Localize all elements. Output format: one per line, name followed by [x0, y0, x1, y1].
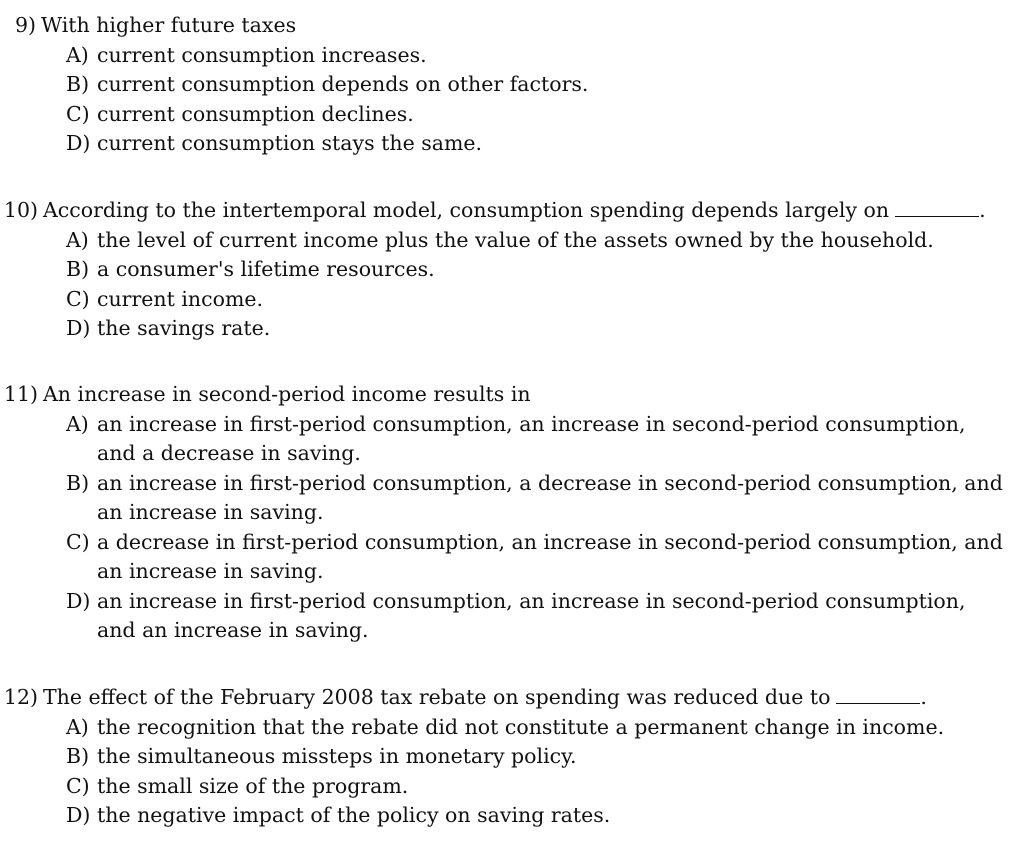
- answer-letter: B): [66, 470, 90, 495]
- answer-letter: C): [66, 286, 90, 311]
- answer-text: the small size of the program.: [97, 773, 409, 798]
- question-number: 12): [3, 685, 38, 709]
- answer-option-c: [0, 772, 1010, 802]
- answer-letter: C): [66, 101, 90, 126]
- answer-text: the level of current income plus the value of the assets owned by the household.: [97, 227, 934, 252]
- answer-option-c: [0, 528, 1010, 587]
- answer-option-a: [0, 226, 1010, 256]
- answer-option-c: [0, 285, 1010, 315]
- question-number: 9): [14, 13, 36, 37]
- answer-option-d: [0, 801, 1010, 831]
- answer-letter: A): [66, 411, 89, 436]
- answer-text: current consumption depends on other factors.: [97, 72, 589, 96]
- question-number: 11): [3, 382, 38, 406]
- answer-letter: A): [66, 42, 89, 67]
- answer-text: a decrease in first-period consumption, an increase in second-period consumption, and an increase in saving.: [97, 529, 1003, 583]
- question-text: An increase in second-period income results in: [43, 382, 531, 406]
- answer-text: an increase in first-period consumption, an increase in second-period consumption, and a decrease in saving.: [97, 411, 966, 465]
- answer-text: current consumption declines.: [97, 101, 414, 126]
- answer-text: current consumption increases.: [97, 42, 427, 67]
- answer-text: an increase in first-period consumption, a decrease in second-period consumption, and an increase in saving.: [97, 470, 1003, 524]
- answer-option-d: [0, 587, 1010, 646]
- answer-option-b: [0, 70, 1010, 100]
- question-trailing: .: [920, 685, 927, 709]
- answer-option-b: [0, 469, 1010, 528]
- question-12: [0, 683, 1010, 831]
- answer-list: [0, 226, 1010, 344]
- answer-text: current consumption stays the same.: [97, 131, 483, 155]
- answer-option-a: [0, 713, 1010, 743]
- answer-text: a consumer's lifetime resources.: [97, 257, 435, 281]
- answer-list: [0, 41, 1010, 159]
- answer-option-a: [0, 41, 1010, 71]
- answer-text: the simultaneous missteps in monetary policy.: [97, 744, 577, 768]
- question-trailing: .: [979, 198, 986, 222]
- question-stem: [0, 380, 1010, 410]
- answer-list: [0, 410, 1010, 646]
- answer-letter: B): [66, 72, 90, 96]
- question-10: [0, 196, 1010, 344]
- answer-letter: D): [66, 131, 91, 155]
- answer-option-d: [0, 314, 1010, 344]
- answer-letter: C): [66, 773, 90, 798]
- answer-letter: D): [66, 588, 91, 613]
- answer-letter: A): [66, 714, 89, 739]
- answer-option-c: [0, 100, 1010, 130]
- answer-letter: C): [66, 529, 90, 554]
- question-9: [0, 11, 1010, 159]
- answer-letter: A): [66, 227, 89, 252]
- question-text: The effect of the February 2008 tax rebate on spending was reduced due to: [43, 685, 831, 709]
- question-stem: [0, 11, 1010, 41]
- answer-blank: [836, 684, 920, 704]
- answer-option-a: [0, 410, 1010, 469]
- question-stem: [0, 196, 1010, 226]
- answer-option-b: [0, 255, 1010, 285]
- answer-text: an increase in first-period consumption, an increase in second-period consumption, and an increase in saving.: [97, 588, 966, 642]
- answer-text: the negative impact of the policy on saving rates.: [97, 803, 611, 827]
- question-11: [0, 380, 1010, 646]
- answer-option-b: [0, 742, 1010, 772]
- answer-letter: D): [66, 316, 91, 340]
- answer-letter: B): [66, 257, 90, 281]
- question-stem: [0, 683, 1010, 713]
- question-number: 10): [3, 198, 38, 222]
- question-text: With higher future taxes: [41, 13, 297, 37]
- answer-letter: B): [66, 744, 90, 768]
- answer-text: the savings rate.: [97, 316, 271, 340]
- answer-option-d: [0, 129, 1010, 159]
- answer-text: current income.: [97, 286, 264, 311]
- answer-text: the recognition that the rebate did not constitute a permanent change in income.: [97, 714, 945, 739]
- answer-list: [0, 713, 1010, 831]
- answer-blank: [895, 197, 979, 217]
- answer-letter: D): [66, 803, 91, 827]
- question-text: According to the intertemporal model, consumption spending depends largely on: [43, 198, 890, 222]
